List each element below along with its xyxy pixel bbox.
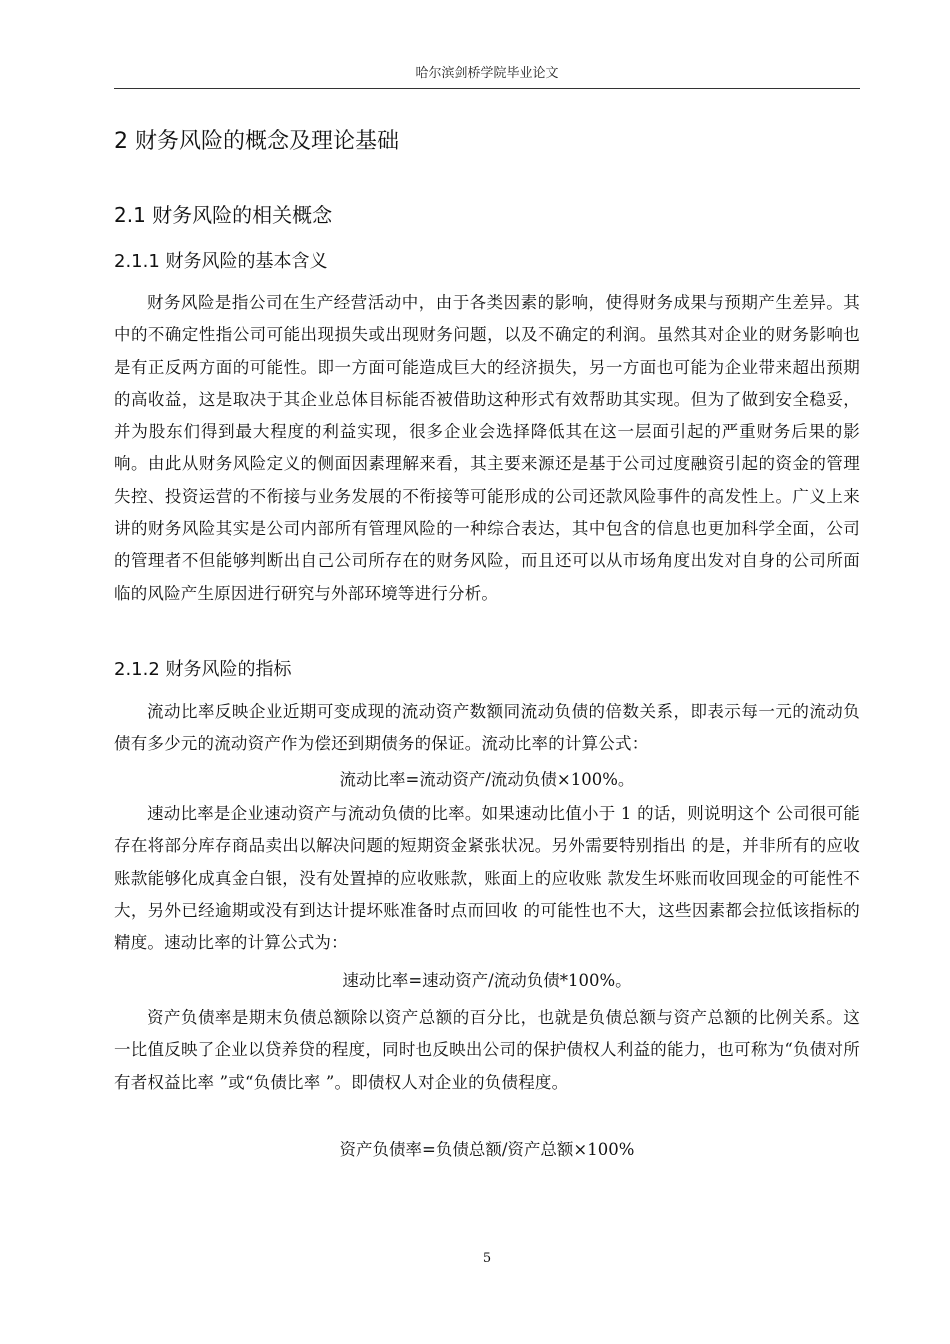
page-number: 5 (482, 1251, 492, 1266)
section-title: 2.1 财务风险的相关概念 (114, 203, 333, 227)
paragraph-quick-ratio: 速动比率是企业速动资产与流动负债的比率。如果速动比值小于 1 的话，则说明这个 公司很可能存在将部分库存商品卖出以解决问题的短期资金紧张状况。另外需要特别指出 的是，并非所有的应收账款能够化成真金白银，没有处置掉的应收账款，账面上的应收账 款发生坏账而收回现金的可能性不大，另外已经逾期或没有到达计提坏账准备时点而回收 的可能性也不大，这些因素都会拉低该指标的精度。速动比率的计算公式为： (114, 804, 860, 953)
paragraph-debt-ratio: 资产负债率是期末负债总额除以资产总额的百分比，也就是负债总额与资产总额的比例关系。这一比值反映了企业以贷养贷的程度，同时也反映出公司的保护债权人利益的能力，也可称为“负债对所有者权益比率 ”或“负债比率 ”。即债权人对企业的负债程度。 (114, 1008, 860, 1092)
subsection-title-2-1-1: 2.1.1 财务风险的基本含义 (114, 251, 328, 272)
formula-current-ratio: 流动比率=流动资产/流动负债×100%。 (339, 770, 635, 789)
running-header: 哈尔滨剑桥学院毕业论文 (415, 66, 559, 81)
chapter-title: 2 财务风险的概念及理论基础 (114, 129, 399, 154)
subsection-title-2-1-2: 2.1.2 财务风险的指标 (114, 659, 292, 680)
header-rule (114, 88, 860, 89)
paragraph-basic-meaning: 财务风险是指公司在生产经营活动中，由于各类因素的影响，使得财务成果与预期产生差异。其中的不确定性指公司可能出现损失或出现财务问题，以及不确定的利润。虽然其对企业的财务影响也是有正反两方面的可能性。即一方面可能造成巨大的经济损失，另一方面也可能为企业带来超出预期的高收益，这是取决于其企业总体目标能否被借助这种形式有效帮助其实现。但为了做到安全稳妥，并为股东们得到最大程度的利益实现，很多企业会选择降低其在这一层面引起的严重财务后果的影响。由此从财务风险定义的侧面因素理解来看，其主要来源还是基于公司过度融资引起的资金的管理失控、投资运营的不衔接与业务发展的不衔接等可能形成的公司还款风险事件的高发性上。广义上来讲的财务风险其实是公司内部所有管理风险的一种综合表达，其中包含的信息也更加科学全面，公司的管理者不但能够判断出自己公司所存在的财务风险，而且还可以从市场角度出发对自身的公司所面临的风险产生原因进行研究与外部环境等进行分析。 (114, 293, 860, 603)
formula-debt-ratio: 资产负债率=负债总额/资产总额×100% (339, 1140, 635, 1159)
paragraph-current-ratio: 流动比率反映企业近期可变成现的流动资产数额同流动负债的倍数关系，即表示每一元的流动负债有多少元的流动资产作为偿还到期债务的保证。流动比率的计算公式： (114, 702, 860, 754)
formula-quick-ratio: 速动比率=速动资产/流动负债*100%。 (342, 971, 632, 990)
